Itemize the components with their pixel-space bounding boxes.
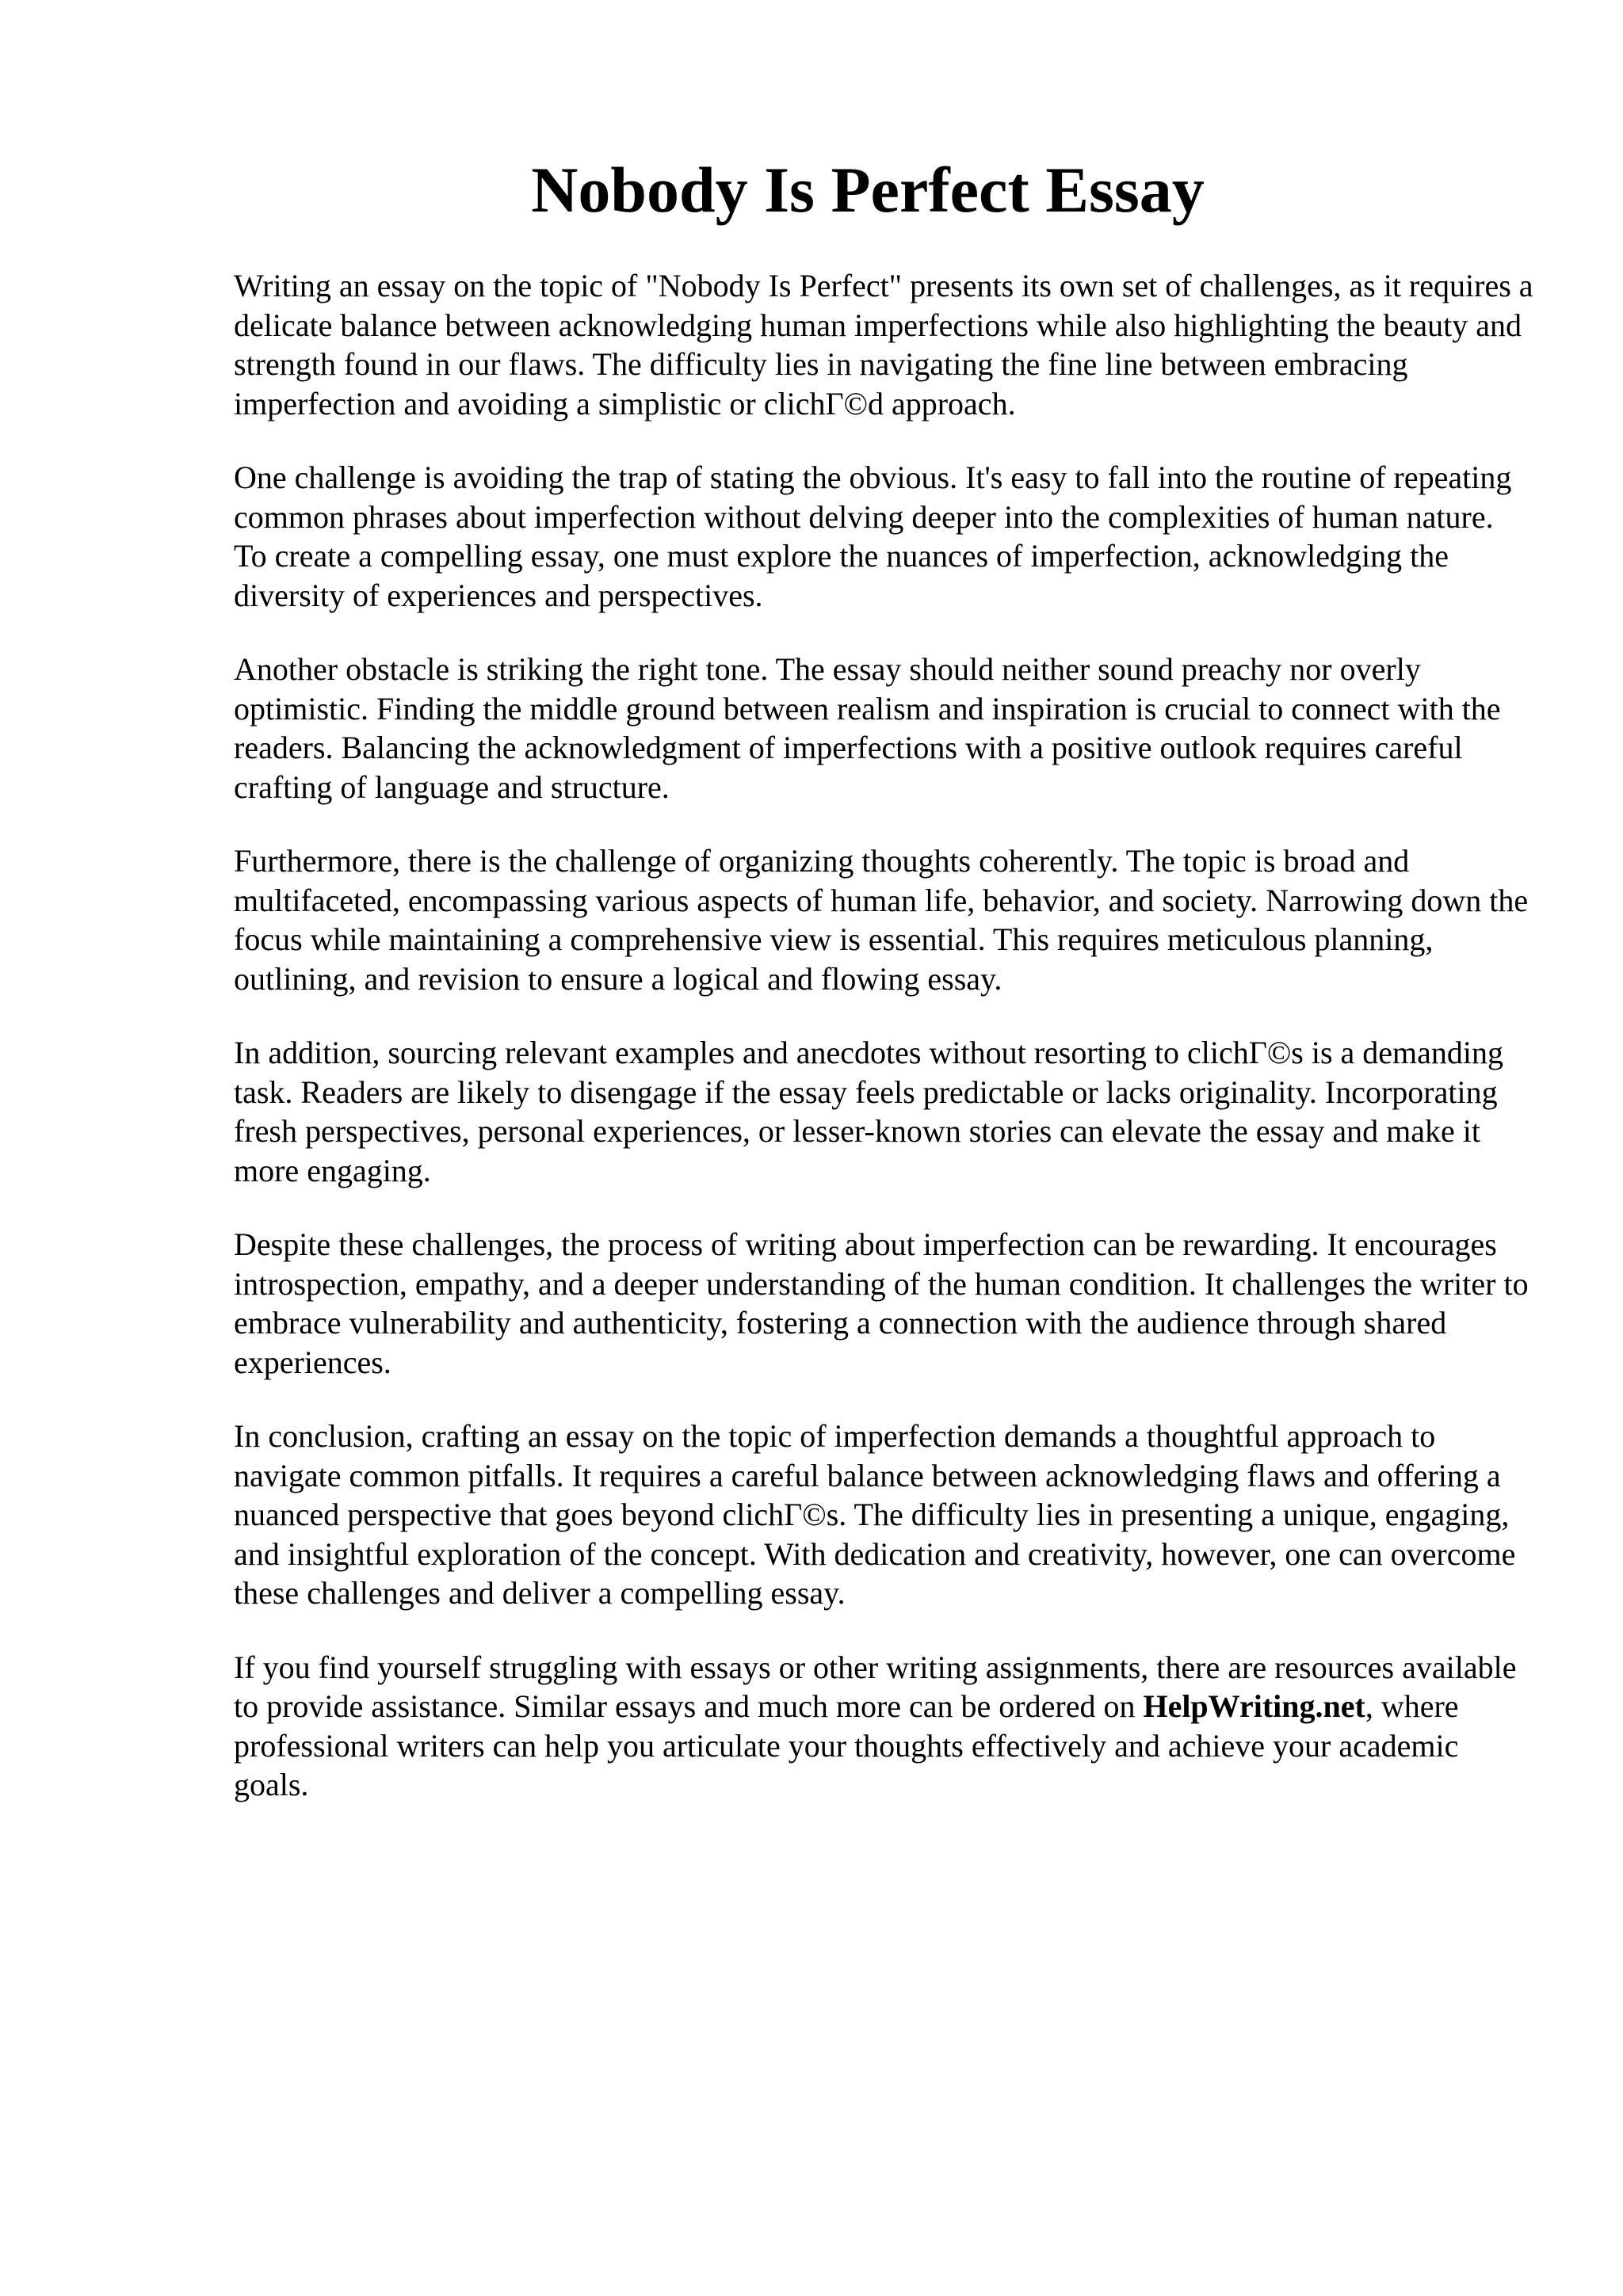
paragraph-6: Despite these challenges, the process of writing about imperfection can be rewarding. It encourages introspection, empathy, and a deeper understanding of the human condition. It challenges the writer to embrace vulnerability and authenticity, fostering a connection with the audience through shared experiences. — [234, 1226, 1529, 1380]
closing-text-before: If you find yourself struggling with essays or other writing assignments, there are resources available to provide assistance. Similar essays and much more can be ordered on — [234, 1649, 1517, 1724]
paragraph-2: One challenge is avoiding the trap of stating the obvious. It's easy to fall into the routine of repeating common phrases about imperfection without delving deeper into the complexities of human nature. To create a compelling essay, one must explore the nuances of imperfection, acknowledging the diversity of experiences and perspectives. — [234, 460, 1512, 613]
closing-paragraph — [234, 1648, 1533, 1805]
closing-text-after: , where professional writers can help you articulate your thoughts effectively and achieve your academic goals. — [234, 1688, 1459, 1802]
paragraph-4: Furthermore, there is the challenge of organizing thoughts coherently. The topic is broad and multifaceted, encompassing various aspects of human life, behavior, and society. Narrowing down the focus while maintaining a comprehensive view is essential. This requires meticulous planning, outlining, and revision to ensure a logical and flowing essay. — [234, 843, 1529, 997]
paragraph-5: In addition, sourcing relevant examples and anecdotes without resorting to clichГ©s is a demanding task. Readers are likely to disengage if the essay feels predictable or lacks originality. Incorporating fresh perspectives, personal experiences, or lesser-known stories can elevate the essay and make it more engaging. — [234, 1035, 1503, 1188]
paragraph-1: Writing an essay on the topic of "Nobody Is Perfect" presents its own set of challenges, as it requires a delicate balance between acknowledging human imperfections while also highlighting the beauty and strength found in our flaws. The difficulty lies in navigating the fine line between embracing imperfection and avoiding a simplistic or clichГ©d approach. — [234, 268, 1533, 421]
page-title: Nobody Is Perfect Essay — [531, 154, 1205, 226]
brand-link[interactable]: HelpWriting.net — [1143, 1688, 1365, 1724]
paragraph-3: Another obstacle is striking the right tone. The essay should neither sound preachy nor overly optimistic. Finding the middle ground between realism and inspiration is crucial to connect with the readers. Balancing the acknowledgment of imperfections with a positive outlook requires careful crafting of language and structure. — [234, 651, 1501, 805]
essay-body — [234, 266, 1533, 1840]
paragraph-7: In conclusion, crafting an essay on the topic of imperfection demands a thoughtful approach to navigate common pitfalls. It requires a careful balance between acknowledging flaws and offering a nuanced perspective that goes beyond clichГ©s. The difficulty lies in presenting a unique, engaging, and insightful exploration of the concept. With dedication and creativity, however, one can overcome these challenges and deliver a compelling essay. — [234, 1418, 1516, 1611]
